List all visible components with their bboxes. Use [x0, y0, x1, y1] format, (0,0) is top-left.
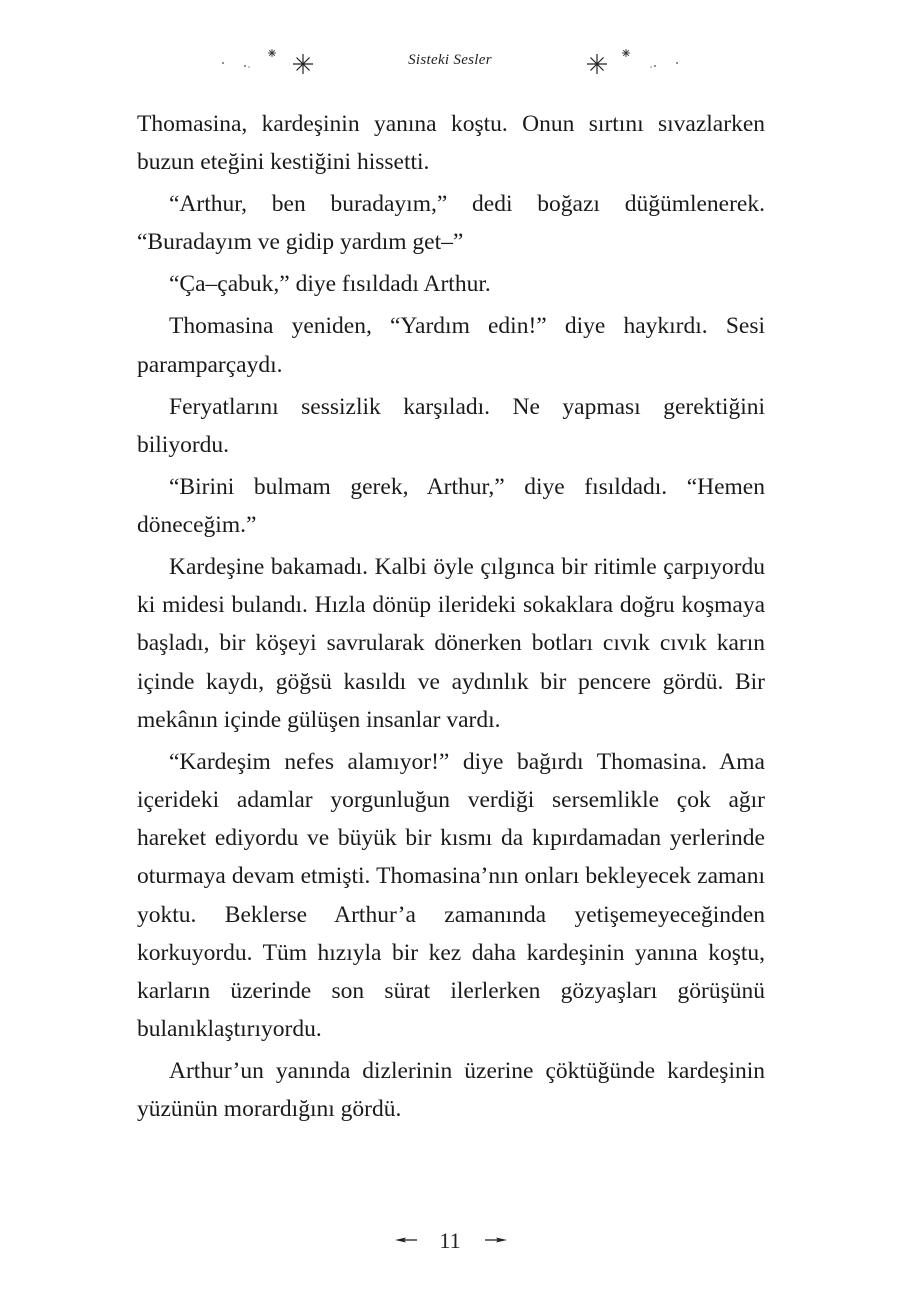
running-title: Sisteki Sesler [408, 52, 492, 68]
star-sparkle-icon [585, 44, 695, 80]
page-header [0, 44, 900, 80]
page-number: 11 [439, 1228, 461, 1253]
body-text [137, 105, 765, 1132]
paragraph: “Arthur, ben buradayım,” dedi boğazı düğümlenerek. “Buradayım ve gidip yardım get–” [137, 191, 765, 256]
paragraph: Thomasina, kardeşinin yanına koştu. Onun sırtını sıvazlarken buzun eteğini kestiğini hissetti. [137, 111, 765, 176]
paragraph: Thomasina yeniden, “Yardım edin!” diye haykırdı. Sesi paramparçaydı. [137, 313, 765, 378]
paragraph: Arthur’un yanında dizlerinin üzerine çöktüğünde kardeşinin yüzünün morardığını gördü. [137, 1058, 765, 1123]
paragraph: “Ça–çabuk,” diye fısıldadı Arthur. [169, 271, 491, 298]
paragraph: Kardeşine bakamadı. Kalbi öyle çılgınca bir ritimle çarpıyordu ki midesi bulandı. Hızla dönüp ilerideki sokaklara doğru koşmaya başladı, bir köşeyi savrularak dönerken botları cıvık cıvık karın içinde kaydı, göğsü kasıldı ve aydınlık bir pencere gördü. Bir mekânın içinde gülüşen insanlar vardı. [137, 554, 765, 733]
arrow-right-ornament-icon [484, 1234, 508, 1246]
page-footer [0, 1222, 900, 1262]
paragraph: “Kardeşim nefes alamıyor!” diye bağırdı Thomasina. Ama içerideki adamlar yorgunluğun verdiği sersemlikle çok ağır hareket ediyordu ve büyük bir kısmı da kıpırdamadan yerlerinde oturmaya devam etmişti. Thomasina’nın onları bekleyecek zamanı yoktu. Beklerse Arthur’a zamanında yetişemeyeceğinden korkuyordu. Tüm hızıyla bir kez daha kardeşinin yanına koştu, karların üzerinde son sürat ilerlerken gözyaşları görüşünü bulanıklaştırıyordu. [137, 748, 765, 1043]
paragraph: Feryatlarını sessizlik karşıladı. Ne yapması gerektiğini biliyordu. [137, 393, 765, 458]
paragraph: “Birini bulmam gerek, Arthur,” diye fısıldadı. “Hemen döneceğim.” [137, 473, 765, 539]
